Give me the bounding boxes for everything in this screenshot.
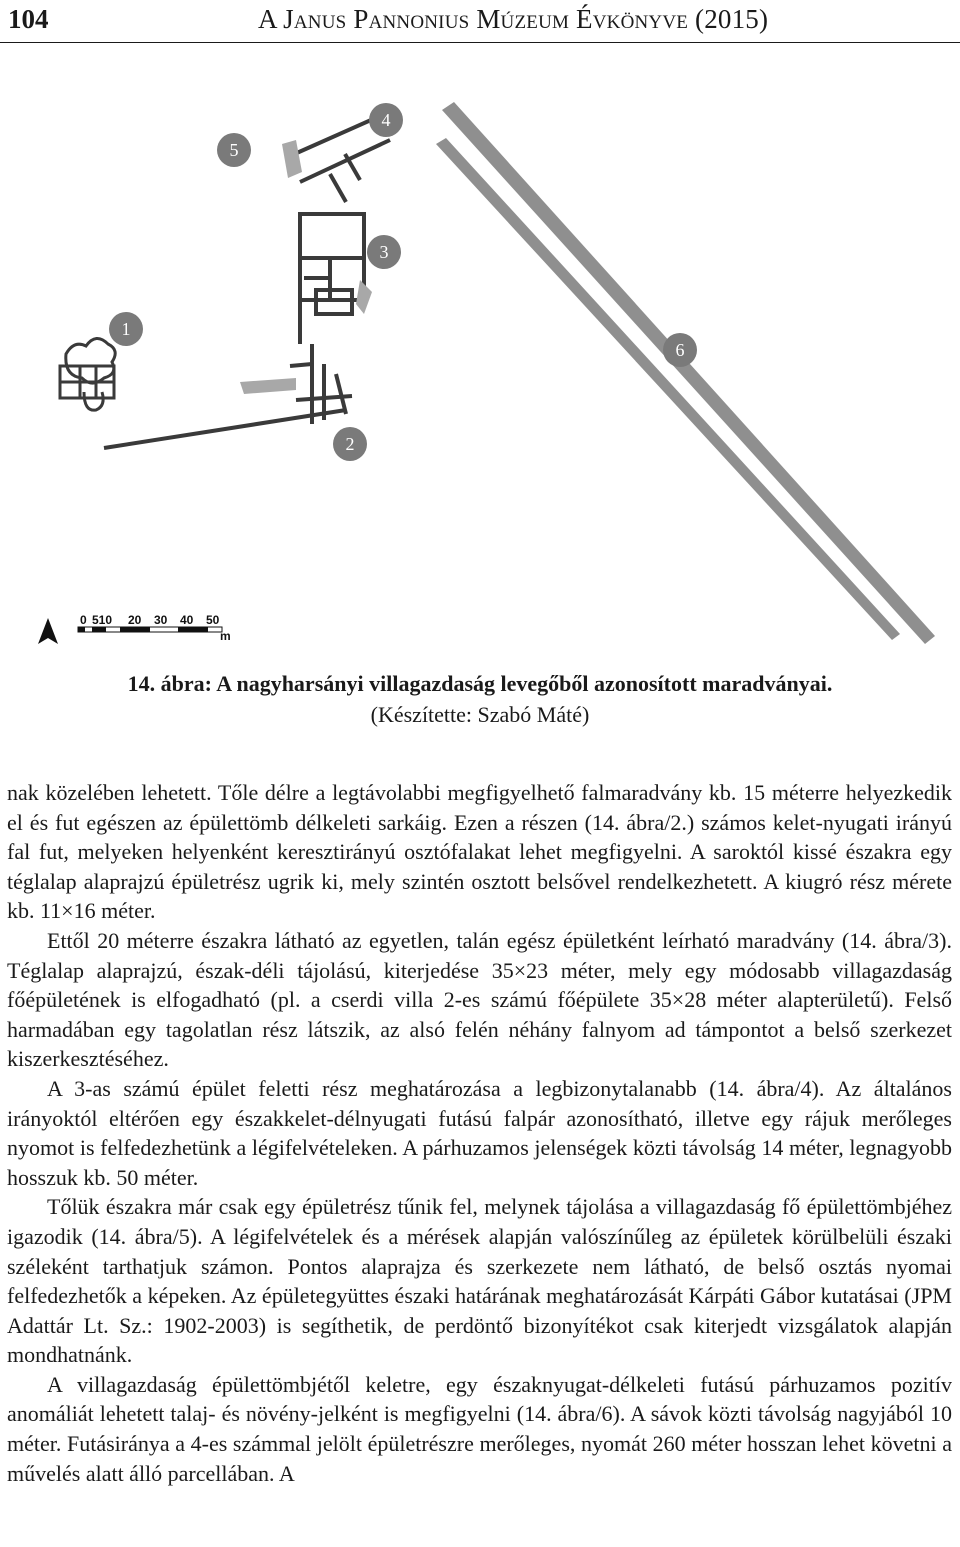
parallel-bands bbox=[436, 102, 935, 644]
figure-caption bbox=[0, 668, 960, 730]
page-header bbox=[0, 0, 960, 44]
scale-unit: m bbox=[220, 629, 231, 643]
site-plan-figure bbox=[0, 44, 960, 664]
scale-label-50: 50 bbox=[206, 613, 220, 627]
marker-4-label: 4 bbox=[381, 110, 391, 130]
article-body bbox=[7, 778, 952, 1488]
caption-title: 14. ábra: A nagyharsányi villagazdaság levegőből azonosított maradványai. bbox=[127, 671, 833, 696]
scale-label-20: 20 bbox=[128, 613, 142, 627]
scale-label-0: 0 bbox=[80, 613, 87, 627]
building-walls-south bbox=[104, 344, 352, 448]
paragraph-1: nak közelében lehetett. Tőle délre a legtávolabbi megfigyelhető falmaradvány kb. 15 méterre helyezkedik el és fut egészen az épülettömb délkeleti sarkáig. Ezen a részen (14. ábra/2.) számos kelet-nyugati irányú fal fut, melyeken helyenként keresztirányú osztófalakat lehet megfigyelni. A saroktól kissé északra egy téglalap alaprajzú épületrész ugrik ki, mely szintén osztott belsővel rendelkezhetett. A kiugró rész mérete kb. 11×16 méter. bbox=[7, 780, 952, 924]
scale-label-30: 30 bbox=[154, 613, 168, 627]
building-west bbox=[60, 338, 115, 410]
scale-label-40: 40 bbox=[180, 613, 194, 627]
marker-5-label: 5 bbox=[229, 140, 239, 160]
site-plan-drawing bbox=[0, 44, 960, 664]
marker-3-label: 3 bbox=[379, 242, 389, 262]
paragraph-4: Tőlük északra már csak egy épületrész tűnik fel, melynek tájolása a villagazdaság fő épülettömbjéhez igazodik (14. ábra/5). A légifelvételek és a mérések alapján valószínűleg az épületek körülbelüli északi széleként tarthatjuk számon. Pontos alaprajza és szerkezete nem látható, de belső osztás nyomai felfedezhetők a képeken. Az épületegyüttes északi határának meghatározását Kárpáti Gábor kutatásai (JPM Adattár Lt. Sz.: 1902-2003) is segíthetik, de perdöntő bizonyítékot csak kiterjedt vizsgálatok alapján mondhatnánk. bbox=[7, 1194, 952, 1368]
marker-1-label: 1 bbox=[121, 319, 131, 339]
north-arrow-icon bbox=[38, 618, 58, 644]
scale-bar bbox=[78, 613, 231, 643]
running-title: A Janus Pannonius Múzeum Évkönyve (2015) bbox=[258, 4, 769, 34]
anomaly-east bbox=[356, 280, 372, 314]
building-main bbox=[300, 214, 364, 344]
anomaly-north bbox=[282, 140, 302, 178]
scale-label-510: 510 bbox=[92, 613, 113, 627]
paragraph-5: A villagazdaság épülettömbjétől keletre, egy északnyugat-délkeleti futású párhuzamos pozitív anomáliát lehetett talaj- és növény-jelként is megfigyelni (14. ábra/6). A sávok közti távolság nagyjából 10 méter. Futásiránya a 4-es számmal jelölt épületrészre merőleges, nyomát 260 méter hosszan lehet követni a művelés alatt álló parcellában. A bbox=[7, 1371, 952, 1486]
paragraph-2: Ettől 20 méterre északra látható az egyetlen, talán egész épületként leírható maradvány (14. ábra/3). Téglalap alaprajzú, észak-déli tájolású, kiterjedése 35×23 méter, mely egy módosabb villagazdaság főépületének is elfogadható (pl. a cserdi villa 2-es számú főépülete 35×28 méter alapterületű). Felső harmadában egy tagolatlan rész látszik, az alsó felén néhány falnyom ad támpontot a belső szerkezet kiszerkesztéséhez. bbox=[7, 927, 952, 1072]
caption-credit: (Készítette: Szabó Máté) bbox=[370, 702, 590, 727]
paragraph-3: A 3-as számú épület feletti rész meghatározása a legbizonytalanabb (14. ábra/4). Az általános irányoktól eltérően egy északkelet-délnyugati futású falpár azonosítható, illetve egy rájuk merőleges nyomot is felfedezhetünk a légifelvételeken. A párhuzamos jelenségek közti távolság 14 méter, legnagyobb hosszuk kb. 50 méter. bbox=[7, 1075, 952, 1190]
page-number: 104 bbox=[8, 4, 49, 34]
marker-2-label: 2 bbox=[345, 434, 355, 454]
header-rule bbox=[0, 42, 960, 43]
marker-6-label: 6 bbox=[675, 340, 685, 360]
anomaly-south bbox=[240, 378, 296, 394]
